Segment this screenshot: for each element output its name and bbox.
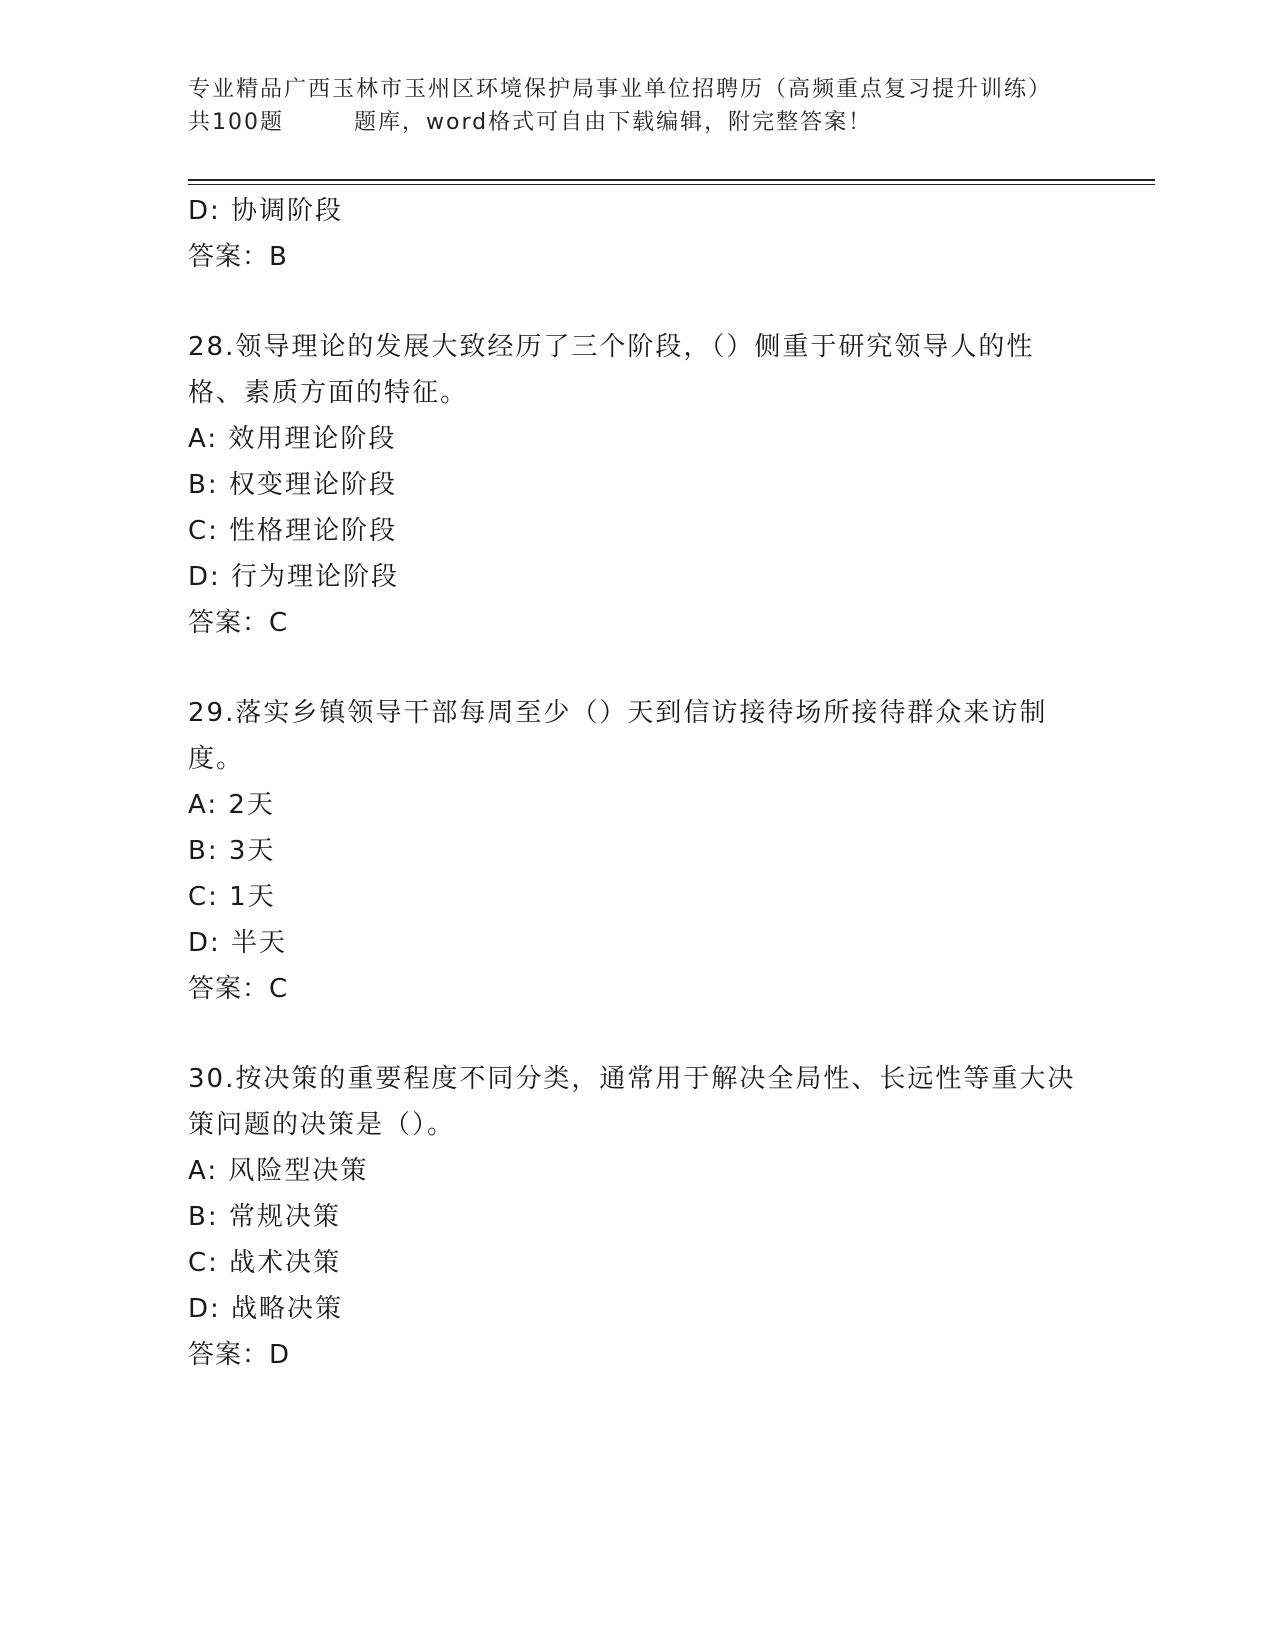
option-d: D: 行为理论阶段 (188, 562, 400, 592)
option-d: D: 战略决策 (188, 1294, 344, 1324)
option-c: C: 战术决策 (188, 1248, 342, 1278)
header-subtitle-line (188, 106, 1088, 139)
header-divider-thick (188, 179, 1155, 181)
option-b: B: 权变理论阶段 (188, 470, 397, 500)
option-b: B: 3天 (188, 836, 276, 866)
option-b: B: 常规决策 (188, 1202, 341, 1232)
question-29 (188, 690, 1088, 1012)
question-text: 29.落实乡镇领导干部每周至少（）天到信访接待场所接待群众来访制度。 (188, 698, 1048, 774)
header-divider-thin (188, 184, 1155, 185)
answer-line: 答案：D (188, 1340, 291, 1370)
question-text: 28.领导理论的发展大致经历了三个阶段，（）侧重于研究领导人的性格、素质方面的特征。 (188, 332, 1035, 408)
question-28 (188, 324, 1088, 646)
answer-line: 答案：B (188, 242, 288, 272)
option-d: D: 半天 (188, 928, 288, 958)
option-a: A: 2天 (188, 790, 275, 820)
question-text: 30.按决策的重要程度不同分类，通常用于解决全局性、长远性等重大决策问题的决策是（）。 (188, 1064, 1076, 1140)
previous-question-tail (188, 188, 1088, 280)
option-a: A: 风险型决策 (188, 1156, 369, 1186)
header-format-note: 题库，word格式可自由下载编辑，附完整答案！ (354, 110, 873, 135)
question-list (188, 188, 1088, 1378)
option-d: D: 协调阶段 (188, 196, 344, 226)
answer-line: 答案：C (188, 608, 289, 638)
option-a: A: 效用理论阶段 (188, 424, 397, 454)
header-title-line: 专业精品广西玉林市玉州区环境保护局事业单位招聘历（高频重点复习提升训练） (188, 77, 1053, 102)
answer-line: 答案：C (188, 974, 289, 1004)
document-header (188, 73, 1088, 139)
question-30 (188, 1056, 1088, 1378)
option-c: C: 1天 (188, 882, 276, 912)
option-c: C: 性格理论阶段 (188, 516, 398, 546)
header-question-count: 共100题 (188, 110, 284, 135)
